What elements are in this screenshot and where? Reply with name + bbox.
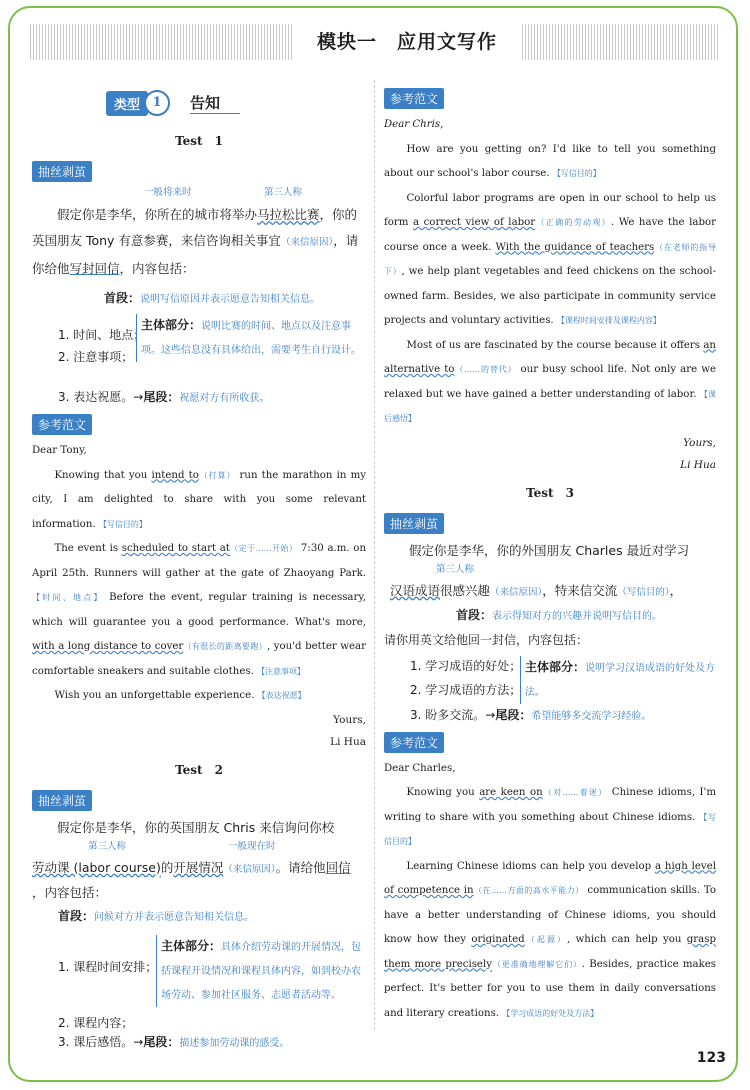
- test2-item2: 2. 课程内容；: [58, 1015, 134, 1030]
- test1-p1: Knowing that you intend to（打算） run the marathon in my city, I am delighted to share with you some relevant information. 【写信目的】: [32, 469, 366, 530]
- test1-prompt-b: ，你的英国朋友 Tony 有意参赛，来信咨询相关事宜: [32, 207, 358, 248]
- test3-analysis-badge: 抽丝剥茧: [384, 513, 444, 534]
- test2-first-text: 问候对方并表示愿意告知相关信息。: [94, 911, 255, 923]
- test1-prompt: [32, 186, 366, 282]
- test3-first-text: 表示得知对方的兴趣并说明写信目的。: [492, 610, 663, 622]
- test3-model-letter: [384, 757, 716, 1027]
- column-divider: [374, 80, 375, 1030]
- test1-prompt-a: 假定你是李华，你所在的城市将举办: [57, 207, 258, 222]
- test2-prompt: 假定你是李华，你的英国朋友 Chris 来信询问你校 第三人称 一般现在时 劳动课 (labor course)的开展情况（来信原因）。请给他回信 ，内容包括：: [32, 819, 351, 900]
- test1-model-badge: 参考范文: [32, 414, 92, 435]
- test2-name: Li Hua: [680, 458, 716, 471]
- test1-ann-third: 第三人称: [264, 187, 303, 198]
- test2-outline: [32, 905, 366, 1057]
- test2-p2: Colorful labor programs are open in our school to help us form a correct view of labor（正确的劳动观）. We have the labor course once a week. With the guidance of teachers（在老师的指导下）, we help plant vegetables and feed chickens on the school-owned farm. Besides, we also participate in community service projects and voluntary activities. 【课程时间安排及课程内容】: [384, 192, 717, 326]
- test3-prompt-a: 假定你是李华，你的外国朋友 Charles 最近对学习: [409, 542, 690, 558]
- type-name: 告知: [190, 92, 240, 114]
- test2-title: Test 2: [175, 762, 223, 777]
- test1-analysis-badge: 抽丝剥茧: [32, 161, 92, 182]
- test1-closing: Yours,: [333, 713, 366, 726]
- test2-first-label: 首段：: [58, 908, 95, 923]
- test1-prompt-reply: 写封回信: [69, 261, 120, 276]
- test3-outline: [384, 604, 716, 730]
- test1-first-label: 首段：: [104, 291, 141, 305]
- module-title: 模块一 应用文写作: [294, 24, 520, 60]
- type-label: 类型: [106, 91, 148, 116]
- test3-title: Test 3: [526, 485, 574, 500]
- test1-prompt-marathon: 马拉松比赛: [257, 207, 320, 222]
- test3-first-label: 首段：: [456, 607, 493, 622]
- test1-body-label: 主体部分：: [141, 318, 202, 332]
- test2-body-label: 主体部分：: [161, 938, 222, 953]
- test1-item3: 3. 表达祝愿。→: [58, 390, 144, 404]
- test1-last-text: 祝愿对方有所收获。: [179, 393, 270, 404]
- test2-ann-third: 第三人称: [88, 840, 127, 852]
- test3-greeting: Dear Charles,: [384, 762, 456, 774]
- test1-prompt-reason: （来信原因）: [280, 237, 334, 248]
- test1-prompt-c: ，请你给他: [32, 233, 359, 276]
- test3-prompt-e: 请你用英文给他回一封信，内容包括：: [384, 632, 589, 647]
- type-banner: [106, 90, 366, 124]
- test3-body-text: 说明学习汉语成语的好处及方法。: [525, 662, 716, 698]
- left-column: [32, 80, 366, 1057]
- test2-p3: Most of us are fascinated by the course because it offers an alternative to（……的替代） our busy school life. Not only are we relaxed but we have gained a better understanding of labor. 【课后感悟】: [384, 339, 717, 423]
- right-column: [384, 86, 716, 1026]
- test1-greeting: Dear Tony,: [32, 445, 87, 456]
- test1-item1: 1. 时间、地点；: [58, 328, 146, 342]
- test2-ann-present: 一般现在时: [228, 840, 276, 852]
- test3-prompt: 假定你是李华，你的外国朋友 Charles 最近对学习 第三人称 汉语成语很感兴趣（来信原因），特来信交流（写信目的），: [390, 542, 690, 598]
- test3-body-label: 主体部分：: [525, 659, 586, 674]
- test3-prompt-idiom: 汉语成语: [390, 582, 441, 598]
- test2-p1: How are you getting on? I'd like to tell you something about our school's labor course. 【写信目的】: [384, 143, 716, 179]
- test1-p3: Wish you an unforgettable experience. 【表达祝愿】: [54, 690, 306, 701]
- test2-last-label: 尾段：: [143, 1034, 180, 1049]
- test2-prompt-a: 假定你是李华，你的英国朋友 Chris 来信询问你校: [57, 819, 335, 835]
- test1-ann-future: 一般将来时: [144, 187, 192, 198]
- test2-prompt-labor: 劳动课 (labor course): [32, 859, 161, 875]
- test1-outline: [32, 286, 366, 412]
- module-header: [30, 24, 720, 60]
- test3-p1: Knowing you are keen on（对……着迷） Chinese idioms, I'm writing to share with you something about Chinese idioms. 【写信目的】: [384, 787, 717, 846]
- test1-model-letter: [32, 439, 366, 753]
- test3-item2: 2. 学习成语的方法；: [410, 682, 522, 697]
- test1-p2: The event is scheduled to start at（定于……开始） 7:30 a.m. on April 25th. Runners will gather at the gate of Zhaoyang Park. 【时间、地点】 Before the event, regular training is necessary, which will guarantee you a good performance. What's more, with a long distance to cover（有很长的距离要跑）, you'd better wear comfortable sneakers and suitable clothes. 【注意事项】: [32, 543, 367, 677]
- test3-p2: Learning Chinese idioms can help you develop a high level of competence in（在……方面的高水平能力） communication skills. To have a better understanding of Chinese idioms, you should know how they originated（起源）, which can help you grasp them more precisely（更准确地理解它们）. Besides, practice makes perfect. It's better for you to use them in daily conversations and literary creations. 【学习成语的好处及方法】: [384, 860, 717, 1019]
- test3-ann-third: 第三人称: [436, 563, 475, 575]
- test1-prompt-d: ，内容包括：: [119, 261, 195, 276]
- test2-greeting: Dear Chris,: [384, 119, 444, 130]
- test1-item2: 2. 注意事项；: [58, 350, 134, 364]
- test2-model-letter: [384, 113, 716, 476]
- test2-last-text: 描述参加劳动课的感受。: [179, 1037, 290, 1049]
- test1-first-text: 说明写信原因并表示愿意告知相关信息。: [140, 294, 321, 305]
- type-number: 1: [144, 90, 170, 116]
- test3-model-badge: 参考范文: [384, 732, 444, 753]
- test3-item3: 3. 盼多交流。→: [410, 707, 496, 722]
- test2-analysis-badge: 抽丝剥茧: [32, 790, 92, 811]
- test3-item1: 1. 学习成语的好处；: [410, 658, 522, 673]
- test2-prompt-reply: 回信: [325, 859, 351, 875]
- test2-model-badge: 参考范文: [384, 88, 444, 109]
- test2-body-text: 具体介绍劳动课的开展情况，包括课程开设情况和课程具体内容，如到校办农场劳动、参加社区服务、志愿者活动等。: [161, 941, 362, 1001]
- test1-title: Test 1: [175, 134, 223, 148]
- test3-last-text: 希望能够多交流学习经验。: [531, 710, 652, 722]
- test1-body-text: 说明比赛的时间、地点以及注意事项。这些信息没有具体给出，需要考生自行设计。: [141, 321, 361, 356]
- test3-last-label: 尾段：: [495, 707, 532, 722]
- test1-name: Li Hua: [330, 735, 366, 748]
- test2-prompt-state: 开展情况: [173, 859, 224, 875]
- test2-closing: Yours,: [683, 436, 716, 449]
- test1-last-label: 尾段：: [143, 390, 180, 404]
- page-number: 123: [696, 1050, 726, 1066]
- test2-item3: 3. 课后感悟。→: [58, 1034, 144, 1049]
- test2-item1: 1. 课程时间安排；: [58, 959, 158, 974]
